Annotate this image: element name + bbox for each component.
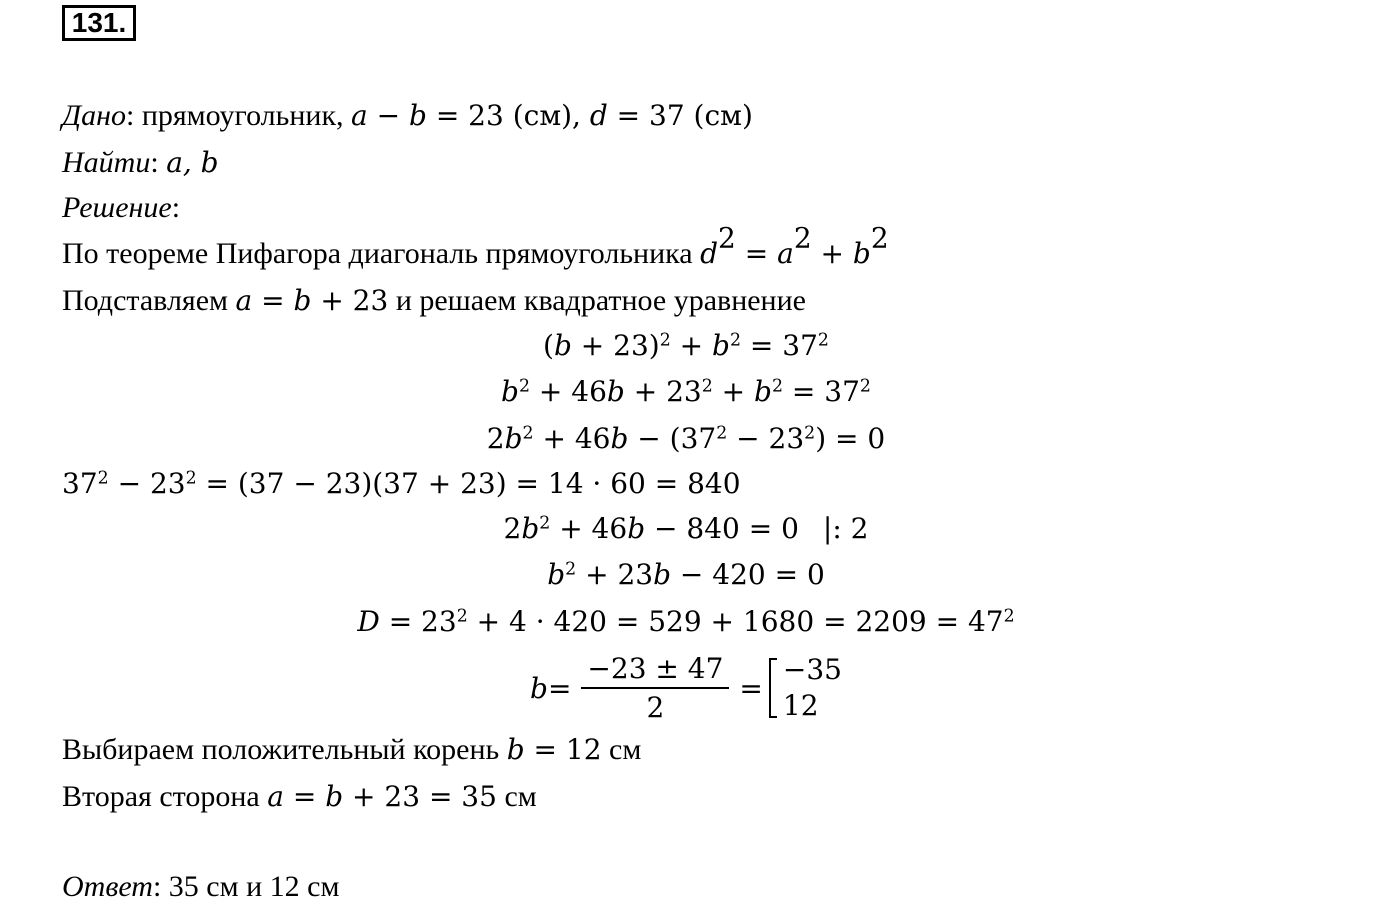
var-b: b — [504, 422, 523, 455]
var-a: a — [235, 284, 253, 317]
exponent: 2 — [804, 423, 816, 444]
substitute-line — [62, 283, 806, 319]
exponent: 2 — [701, 376, 713, 397]
exponent: 2 — [793, 221, 812, 255]
plus: + — [811, 237, 853, 270]
solution-line — [62, 190, 180, 226]
minus: − — [367, 99, 409, 132]
var-b: b — [501, 375, 519, 408]
roots-values — [783, 652, 842, 724]
var-b: b — [547, 558, 566, 591]
choose-text: Выбираем положительный корень — [62, 733, 507, 766]
fraction — [581, 652, 729, 724]
eq-part: 37 — [62, 467, 98, 500]
var-a: a — [267, 780, 284, 813]
eq-part: ( — [543, 329, 554, 362]
pythagoras-line — [62, 221, 889, 272]
var-b: b — [852, 237, 871, 270]
equals: = — [283, 780, 326, 813]
equation-5 — [0, 511, 1372, 547]
answer-label: Ответ — [62, 870, 153, 903]
eq-part: + 4 · 420 = 529 + 1680 = 2209 = 47 — [467, 605, 1004, 638]
equals: = — [547, 671, 572, 705]
eq-part: = 23 — [379, 605, 457, 638]
exponent: 2 — [97, 468, 109, 489]
substitute-text2: и решаем квадратное уравнение — [388, 284, 806, 317]
eq-part: = 37 — [741, 329, 818, 362]
var-b: b — [408, 99, 427, 132]
find-label: Найти — [62, 146, 151, 179]
eq-part: + 46 — [550, 512, 628, 545]
exponent: 2 — [817, 330, 829, 351]
problem-number: 131. — [62, 5, 136, 41]
solution-label: Решение — [62, 191, 172, 224]
var-b: b — [506, 733, 525, 766]
unit: см — [601, 733, 642, 766]
eq-part: 2 — [486, 422, 505, 455]
choose-root-line — [62, 732, 641, 768]
pythagoras-text: По теореме Пифагора диагональ прямоугольника — [62, 237, 701, 270]
var-d: d — [700, 237, 719, 270]
var-b: b — [754, 375, 772, 408]
equals: = — [735, 237, 778, 270]
var-b: b — [530, 671, 548, 705]
var-D: D — [357, 605, 380, 638]
exponent: 2 — [659, 330, 671, 351]
equation-6 — [0, 557, 1372, 593]
exponent: 2 — [456, 606, 468, 627]
answer-text: : 35 см и 12 см — [152, 870, 340, 903]
exponent: 2 — [859, 376, 871, 397]
equation-3 — [0, 421, 1372, 457]
var-b: b — [553, 329, 572, 362]
find-vars: a, b — [166, 146, 219, 179]
exponent: 2 — [539, 513, 551, 534]
divide-note: |: 2 — [822, 512, 869, 545]
equals: = — [252, 284, 294, 317]
roots-set — [769, 652, 842, 724]
substitute-text1: Подставляем — [62, 284, 236, 317]
eq-part: + — [712, 375, 755, 408]
fraction-denominator: 2 — [646, 691, 665, 724]
given-text: : прямоугольник, — [125, 99, 352, 132]
plus-23: + 23 — [311, 284, 389, 317]
exponent: 2 — [522, 423, 534, 444]
eq-part: − 840 = 0 — [645, 512, 799, 545]
given-diff: = 23 (см), — [426, 99, 590, 132]
eq-part: + 46 — [530, 375, 607, 408]
eq-part: + 23) — [571, 329, 660, 362]
exponent: 2 — [565, 559, 577, 580]
var-a: a — [777, 237, 794, 270]
choose-value: = 12 — [524, 733, 602, 766]
solution-colon: : — [171, 191, 181, 224]
fraction-numerator: −23 ± 47 — [581, 652, 729, 689]
eq-part: − 420 = 0 — [671, 558, 825, 591]
equals: = — [739, 671, 763, 705]
eq-part: + 23 — [624, 375, 702, 408]
exponent: 2 — [185, 468, 197, 489]
var-b: b — [627, 512, 646, 545]
eq-part: = (37 − 23)(37 + 23) = 14 · 60 = 840 — [196, 467, 741, 500]
discriminant-equation — [0, 604, 1372, 640]
eq-part: − 23 — [727, 422, 805, 455]
exponent: 2 — [518, 376, 531, 397]
var-b: b — [325, 780, 344, 813]
eq-part: − (37 — [628, 422, 717, 455]
find-line — [62, 145, 219, 181]
equation-2 — [0, 374, 1372, 410]
eq-part: = 37 — [783, 375, 860, 408]
second-value: + 23 = 35 — [343, 780, 497, 813]
var-b: b — [521, 512, 540, 545]
var-b: b — [653, 558, 672, 591]
eq-part: 2 — [503, 512, 522, 545]
unit: см — [496, 780, 537, 813]
exponent: 2 — [718, 221, 736, 255]
eq-part: − 23 — [108, 467, 186, 500]
exponent: 2 — [870, 221, 889, 255]
eq-part: + — [670, 329, 713, 362]
second-side-line — [62, 779, 537, 815]
equation-1 — [0, 328, 1372, 364]
eq-part: + 23 — [576, 558, 654, 591]
given-line — [62, 98, 753, 134]
exponent: 2 — [1003, 606, 1015, 627]
var-b: b — [712, 329, 730, 362]
equation-4 — [62, 466, 741, 502]
var-b: b — [606, 375, 625, 408]
roots-equation — [0, 648, 1372, 728]
find-colon: : — [150, 146, 167, 179]
root-1: −35 — [782, 653, 842, 686]
var-b: b — [610, 422, 629, 455]
exponent: 2 — [716, 423, 728, 444]
exponent: 2 — [771, 376, 784, 397]
root-2: 12 — [782, 689, 819, 722]
bracket-icon — [769, 658, 777, 718]
exponent: 2 — [729, 330, 742, 351]
answer-line — [62, 869, 339, 905]
var-a: a — [351, 99, 368, 132]
given-label: Дано — [62, 99, 126, 132]
given-diag: = 37 (см) — [607, 99, 753, 132]
var-d: d — [589, 99, 608, 132]
second-text: Вторая сторона — [62, 780, 268, 813]
var-b: b — [293, 284, 312, 317]
eq-part: + 46 — [533, 422, 611, 455]
eq-part: ) = 0 — [815, 422, 886, 455]
